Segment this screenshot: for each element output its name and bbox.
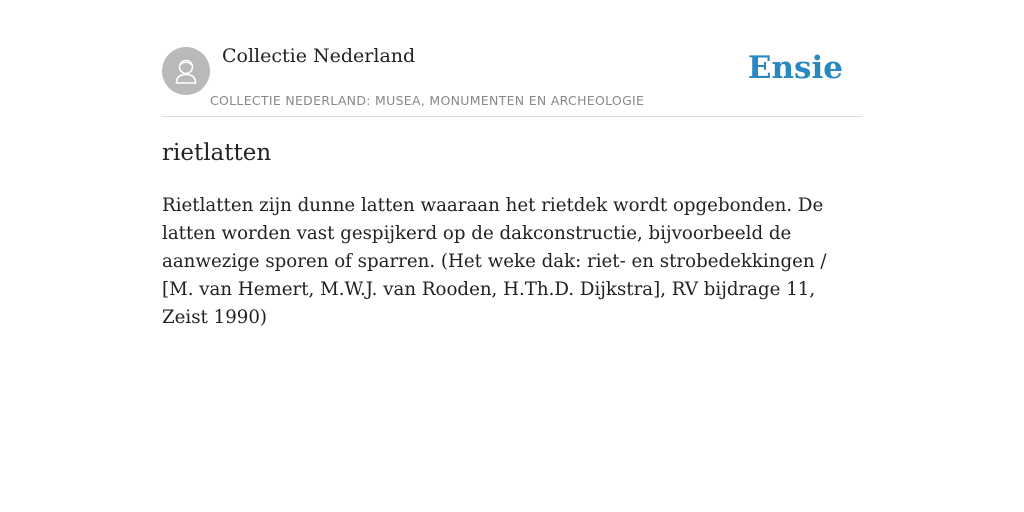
avatar[interactable]: [162, 47, 210, 95]
header: [162, 0, 862, 117]
entry-term-title: rietlatten: [162, 140, 272, 166]
user-icon: [162, 47, 210, 95]
brand-logo-link[interactable]: Ensie: [747, 50, 843, 86]
page-container: [162, 0, 862, 328]
collection-name-link[interactable]: COLLECTIE NEDERLAND: MUSEA, MONUMENTEN EN ARCHEOLOGIE: [210, 93, 645, 108]
entry-definition: Rietlatten zijn dunne latten waaraan het rietdek wordt opgebonden. De latten worden vast gespijkerd op de dakconstructie, bijvoorbeeld de aanwezige sporen of sparren. (Het weke dak: riet- en strobedekkingen / [M. van Hemert, M.W.J. van Rooden, H.Th.D. Dijkstra], RV bijdrage 11, Zeist 1990): [162, 195, 827, 328]
author-name-link[interactable]: Collectie Nederland: [222, 45, 416, 67]
